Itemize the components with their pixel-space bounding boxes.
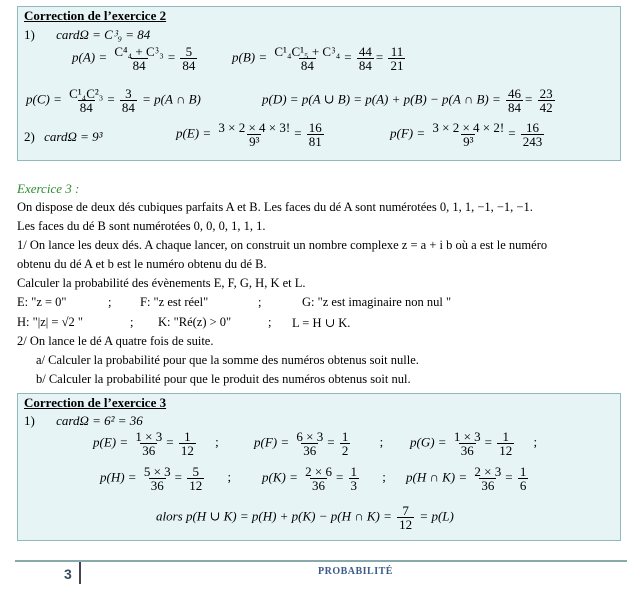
c3-last: alors p(H ∪ K) = p(H) + p(K) − p(H ∩ K) = $\frac{7}{12}$ = p(L) [156, 503, 454, 532]
event-E: E: "z = 0" [17, 295, 67, 309]
correction-2-title: Correction de l’exercice 2 [24, 8, 167, 23]
event-L: L = H ∪ K. [292, 316, 351, 330]
ex3-para6: 2/ On lance le dé A quatre fois de suite. [17, 334, 214, 348]
c3-pHK: p(H ∩ K) = $\frac{2 \times 3}{36}$ = $\frac{1}{6}$ [406, 464, 527, 493]
correction-2-box [17, 6, 621, 161]
event-sep: ; [108, 295, 112, 309]
footer-title: PROBABILITÉ [318, 566, 393, 577]
ex3-para7: a/ Calculer la probabilité pour que la somme des numéros obtenus soit nulle. [36, 353, 419, 367]
event-sep: ; [258, 295, 262, 309]
c2-line1: 1) cardΩ = C⁳₉ = 84 [24, 27, 151, 42]
c3-pE: p(E) = $\frac{1 \times 3}{36}$ = $\frac{1}{12}$ ; [93, 429, 219, 458]
event-G: G: "z est imaginaire non nul " [302, 295, 452, 309]
exercise-3-title: Exercice 3 : [17, 181, 80, 196]
event-F: F: "z est réel" [140, 295, 209, 309]
c2-pC: p(C) = $\frac{\text{C¹₄C²₃}}{84}$ = $\frac{3}{84}$ = p(A ∩ B) [26, 86, 201, 115]
page-number: 3 [64, 566, 72, 582]
c3-pF: p(F) = $\frac{6 \times 3}{36}$ = $\frac{1}{2}$ ; [254, 429, 384, 458]
ex3-para8: b/ Calculer la probabilité pour que le produit des numéros obtenus soit nul. [36, 372, 411, 386]
c2-pD: p(D) = p(A ∪ B) = p(A) + p(B) − p(A ∩ B) = $\frac{46}{84}$ = $\frac{23}{42}$ [262, 86, 553, 115]
c2-line2: 2) cardΩ = 9³ [24, 129, 103, 144]
ex3-para2: Les faces du dé B sont numérotées 0, 0, 0, 1, 1, 1. [17, 219, 266, 233]
ex3-para3: 1/ On lance les deux dés. A chaque lancer, on construit un nombre complexe z = a + i b où a est le numéro [17, 238, 548, 252]
ex3-para4: obtenu du dé A et b est le numéro obtenu du dé B. [17, 257, 267, 271]
c3-pG: p(G) = $\frac{1 \times 3}{36}$ = $\frac{1}{12}$ ; [410, 429, 538, 458]
c2-pF: p(F) = $\frac{3 \times 2 \times 4 \times 2!}{\text{9³}}$ = $\frac{16}{243}$ [390, 120, 543, 149]
ex3-para5: Calculer la probabilité des évènements E, F, G, H, K et L. [17, 276, 306, 290]
correction-3-box [17, 393, 621, 541]
event-K: K: "Ré(z) > 0" [158, 315, 232, 329]
event-sep: ; [130, 315, 134, 329]
c2-pE: p(E) = $\frac{3 \times 2 \times 4 \times 3!}{\text{9³}}$ = $\frac{16}{81}$ [176, 120, 322, 149]
c3-line1: 1) cardΩ = 6² = 36 [24, 413, 143, 428]
c2-pB: p(B) = $\frac{\text{C¹₄C¹₅ + C⁳₄}}{84}$ = $\frac{44}{84}$ = $\frac{11}{21}$ [232, 44, 404, 73]
footer-divider [15, 560, 627, 562]
c3-pH: p(H) = $\frac{5 \times 3}{36}$ = $\frac{5}{12}$ ; [100, 464, 232, 493]
event-sep: ; [268, 315, 272, 329]
event-H: H: "|z| = √2 " [17, 315, 83, 329]
c2-pA: p(A) = $\frac{\text{C⁴₄ + C⁳₃}}{84}$ = $\frac{5}{84}$ [72, 44, 196, 73]
correction-3-title: Correction de l’exercice 3 [24, 395, 167, 410]
ex3-para1: On dispose de deux dés cubiques parfaits A et B. Les faces du dé A sont numérotées 0, 1, 1, −1, −1, −1. [17, 200, 533, 214]
footer-separator [79, 562, 81, 584]
c3-pK: p(K) = $\frac{2 \times 6}{36}$ = $\frac{1}{3}$ ; [262, 464, 386, 493]
